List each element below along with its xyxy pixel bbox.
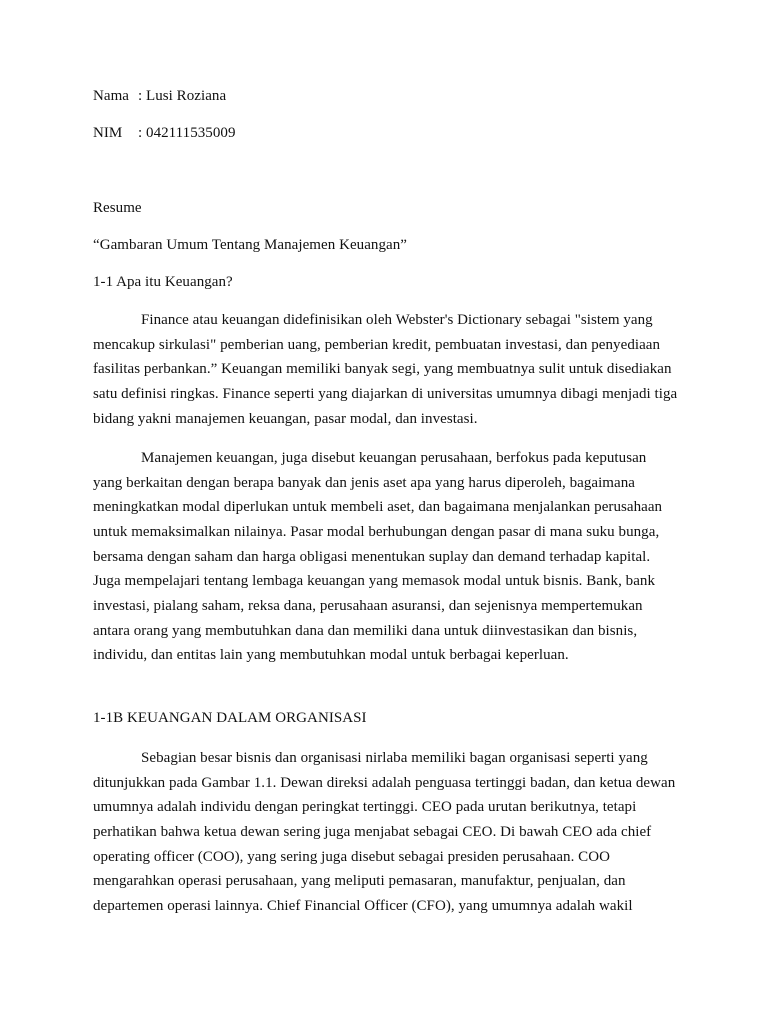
section-2-paragraph-1 <box>93 746 679 919</box>
resume-label: Resume <box>93 200 142 216</box>
nim-label: NIM <box>93 125 123 141</box>
nim-row <box>93 124 236 142</box>
paragraph-text: Manajemen keuangan, juga disebut keuangan perusahaan, berfokus pada keputusan yang berkaitan dengan berapa banyak dan jenis aset apa yang harus diperoleh, bagaimana meningkatkan modal diperlukan untuk membeli aset, dan bagaimana menjalankan perusahaan untuk memaksimalkan nilainya. Pasar modal berhubungan dengan pasar di mana suku bunga, bersama dengan saham dan harga obligasi menentukan suplay dan demand terhadap kapital. Juga mempelajari tentang lembaga keuangan yang memasok modal untuk bisnis. Bank, bank investasi, pialang saham, reksa dana, perusahaan asuransi, dan sejenisnya mempertemukan antara orang yang membutuhkan dana dan memiliki dana untuk diinvestasikan dan bisnis, individu, dan entitas lain yang membutuhkan modal untuk berbagai keperluan. <box>93 450 663 664</box>
document-title: “Gambaran Umum Tentang Manajemen Keuangan” <box>93 237 407 253</box>
name-label: Nama <box>93 88 130 104</box>
paragraph-text: Finance atau keuangan didefinisikan oleh Webster's Dictionary sebagai "sistem yang mencakup sirkulasi" pemberian uang, pemberian kredit, pembuatan investasi, dan penyediaan fasilitas perbankan.” Keuangan memiliki banyak segi, yang membuatnya sulit untuk disediakan satu definisi ringkas. Finance seperti yang diajarkan di universitas umumnya dibagi menjadi tiga bidang yakni manajemen keuangan, pasar modal, dan investasi. <box>93 312 678 427</box>
name-value: : Lusi Roziana <box>138 88 227 104</box>
nim-value: : 042111535009 <box>138 125 236 141</box>
section-2-heading: 1-1B KEUANGAN DALAM ORGANISASI <box>93 710 367 726</box>
section-1-heading: 1-1 Apa itu Keuangan? <box>93 274 233 290</box>
paragraph-text: Sebagian besar bisnis dan organisasi nirlaba memiliki bagan organisasi seperti yang ditunjukkan pada Gambar 1.1. Dewan direksi adalah penguasa tertinggi badan, dan ketua dewan umumnya adalah individu dengan peringkat tertinggi. CEO pada urutan berikutnya, tetapi perhatikan bahwa ketua dewan sering juga menjabat sebagai CEO. Di bawah CEO ada chief operating officer (COO), yang sering juga disebut sebagai presiden perusahaan. COO mengarahkan operasi perusahaan, yang meliputi pemasaran, manufaktur, penjualan, dan departemen operasi lainnya. Chief Financial Officer (CFO), yang umumnya adalah wakil <box>93 750 676 914</box>
section-1-paragraph-1 <box>93 308 679 431</box>
section-1-paragraph-2 <box>93 446 679 668</box>
name-row <box>93 87 226 105</box>
